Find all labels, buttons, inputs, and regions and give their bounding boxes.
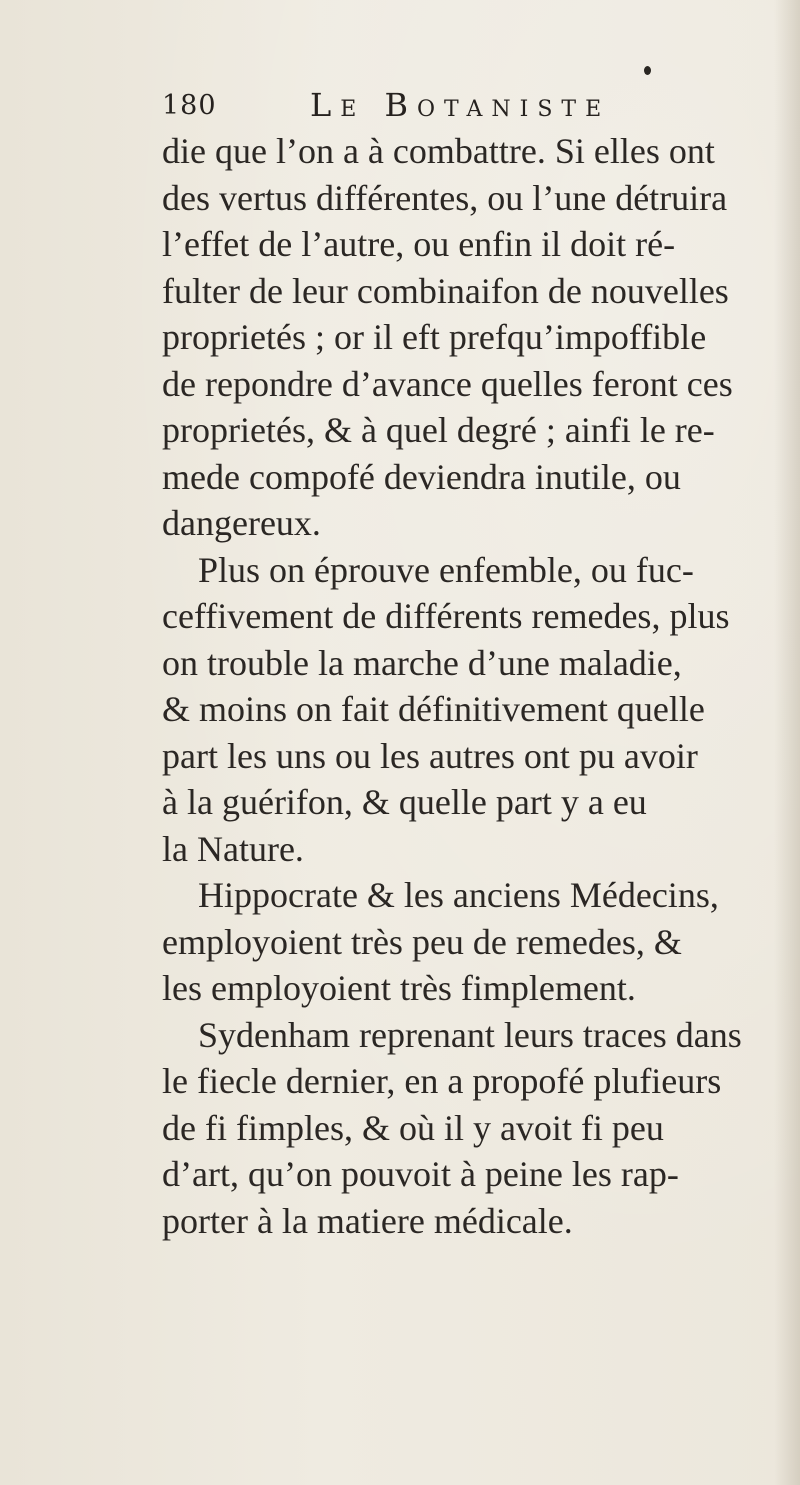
text-line: employoient très peu de remedes, &: [162, 921, 682, 962]
text-line: mede compofé deviendra inutile, ou: [162, 456, 681, 497]
text-line: proprietés, & à quel degré ; ainfi le re-: [162, 410, 715, 450]
text-line: les employoient très fimplement.: [162, 968, 636, 1008]
text-line: d’art, qu’on pouvoit à peine les rap-: [162, 1154, 679, 1194]
page-number: 180: [162, 90, 217, 121]
text-line: ceffivement de différents remedes, plus: [162, 596, 730, 636]
body-text: [162, 128, 800, 1244]
paragraph-start-line: Hippocrate & les anciens Médecins,: [198, 875, 719, 915]
text-line: le fiecle dernier, en a propofé plufieurs: [162, 1061, 722, 1101]
text-line: die que l’on a à combattre. Si elles ont: [162, 131, 715, 171]
text-line: fulter de leur combinaifon de nouvelles: [162, 270, 729, 311]
paragraph-start-line: Plus on éprouve enfemble, ou fuc-: [198, 549, 694, 590]
text-line: la Nature.: [162, 828, 304, 869]
text-line: on trouble la marche d’une maladie,: [162, 642, 682, 683]
text-line: dangereux.: [162, 503, 321, 543]
text-line: des vertus différentes, ou l’une détruira: [162, 177, 728, 218]
text-line: part les uns ou les autres ont pu avoir: [162, 735, 698, 776]
text-line: & moins on fait définitivement quelle: [162, 689, 705, 729]
text-line: proprietés ; or il eft prefqu’impoffible: [162, 317, 707, 357]
paragraph-start-line: Sydenham reprenant leurs traces dans: [198, 1014, 742, 1055]
text-line: porter à la matiere médicale.: [162, 1200, 573, 1241]
text-line: l’effet de l’autre, ou enfin il doit ré-: [162, 224, 676, 264]
running-title: Le Botaniste: [310, 86, 611, 124]
text-line: de fi fimples, & où il y avoit fi peu: [162, 1107, 664, 1148]
text-line: à la guérifon, & quelle part y a eu: [162, 782, 647, 822]
text-line: de repondre d’avance quelles feront ces: [162, 363, 733, 404]
ink-mark: [644, 66, 651, 75]
